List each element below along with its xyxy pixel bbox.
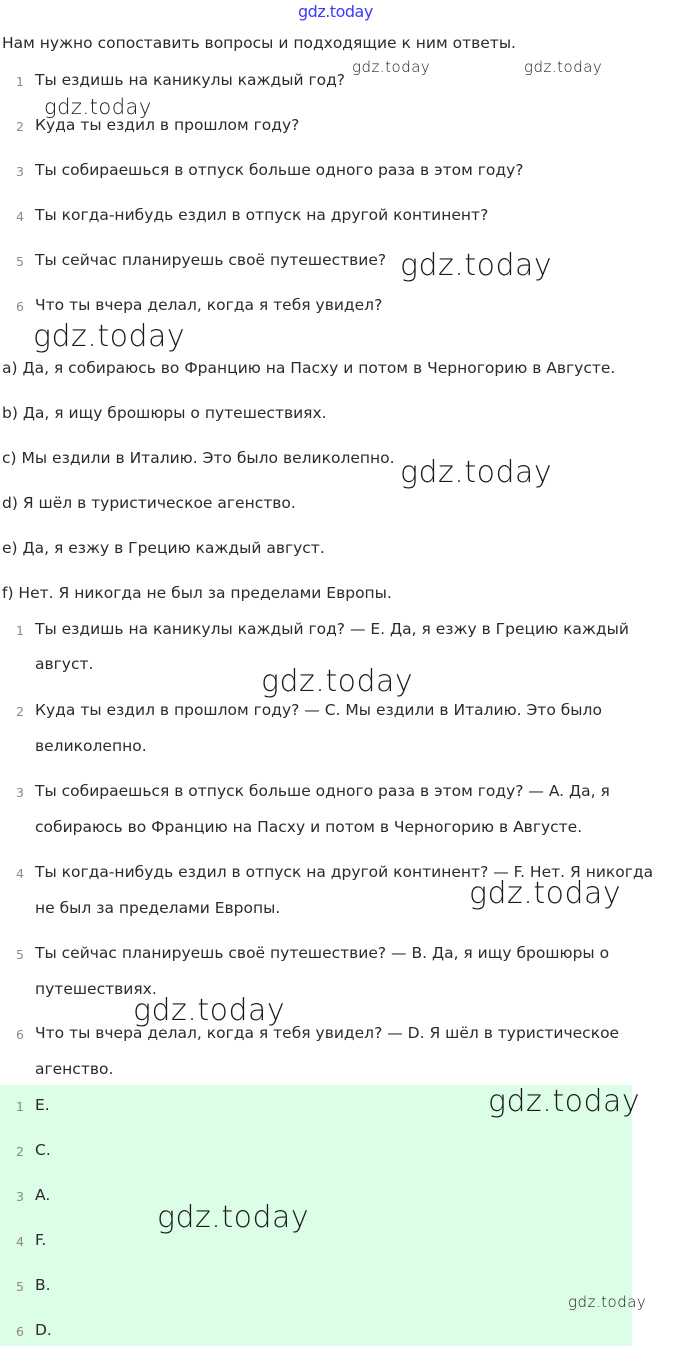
watermark: gdz.today	[157, 1200, 310, 1235]
question-number: 5	[16, 254, 24, 269]
watermark: gdz.today	[44, 95, 152, 119]
short-answer-number: 4	[16, 1234, 24, 1249]
match-line: Что ты вчера делал, когда я тебя увидел? — D. Я шёл в туристическое	[35, 1024, 620, 1042]
site-link[interactable]: gdz.today	[298, 2, 373, 21]
match-line: Куда ты ездил в прошлом году? — C. Мы ездили в Италию. Это было	[35, 701, 602, 719]
match-line: Ты собираешься в отпуск больше одного раза в этом году? — A. Да, я	[35, 782, 610, 800]
watermark: gdz.today	[133, 993, 286, 1028]
question-text: Ты сейчас планируешь своё путешествие?	[35, 251, 387, 269]
match-line: агенство.	[35, 1060, 114, 1078]
question-number: 6	[16, 299, 24, 314]
short-answer-number: 2	[16, 1144, 24, 1159]
watermark: gdz.today	[469, 876, 622, 911]
question-number: 3	[16, 164, 24, 179]
match-line: Ты сейчас планируешь своё путешествие? — B. Да, я ищу брошюры о	[35, 944, 610, 962]
answer-option: c) Мы ездили в Италию. Это было великолепно.	[2, 449, 395, 467]
watermark: gdz.today	[568, 1293, 647, 1311]
match-line: не был за пределами Европы.	[35, 899, 281, 917]
match-number: 2	[16, 704, 24, 719]
match-line: август.	[35, 655, 94, 673]
watermark: gdz.today	[33, 319, 186, 354]
match-line: Ты ездишь на каникулы каждый год? — E. Да, я езжу в Грецию каждый	[35, 620, 629, 638]
watermark: gdz.today	[352, 58, 431, 76]
watermark: gdz.today	[488, 1084, 641, 1119]
short-answer-letter: F.	[35, 1231, 47, 1249]
short-answer-number: 3	[16, 1189, 24, 1204]
watermark: gdz.today	[400, 248, 553, 283]
answer-option: e) Да, я езжу в Грецию каждый август.	[2, 539, 325, 557]
match-number: 4	[16, 866, 24, 881]
watermark: gdz.today	[261, 664, 414, 699]
match-line: Ты когда-нибудь ездил в отпуск на другой континент? — F. Нет. Я никогда	[35, 863, 654, 881]
question-text: Ты собираешься в отпуск больше одного раза в этом году?	[35, 161, 524, 179]
question-number: 2	[16, 119, 24, 134]
question-text: Куда ты ездил в прошлом году?	[35, 116, 300, 134]
question-text: Что ты вчера делал, когда я тебя увидел?	[35, 296, 383, 314]
short-answers-block	[0, 1085, 632, 1346]
intro-text: Нам нужно сопоставить вопросы и подходящие к ним ответы.	[2, 34, 516, 52]
question-number: 4	[16, 209, 24, 224]
short-answer-letter: A.	[35, 1186, 51, 1204]
short-answer-number: 1	[16, 1099, 24, 1114]
question-text: Ты когда-нибудь ездил в отпуск на другой континент?	[35, 206, 489, 224]
short-answer-letter: C.	[35, 1141, 51, 1159]
answer-option: b) Да, я ищу брошюры о путешествиях.	[2, 404, 327, 422]
short-answer-number: 6	[16, 1324, 24, 1339]
short-answer-number: 5	[16, 1279, 24, 1294]
match-number: 6	[16, 1027, 24, 1042]
match-number: 1	[16, 623, 24, 638]
match-number: 3	[16, 785, 24, 800]
match-line: собираюсь во Францию на Пасху и потом в Черногорию в Августе.	[35, 818, 583, 836]
match-number: 5	[16, 947, 24, 962]
match-line: путешествиях.	[35, 980, 157, 998]
answer-option: a) Да, я собираюсь во Францию на Пасху и потом в Черногорию в Августе.	[2, 359, 616, 377]
short-answer-letter: D.	[35, 1321, 52, 1339]
question-text: Ты ездишь на каникулы каждый год?	[35, 71, 346, 89]
watermark: gdz.today	[524, 58, 603, 76]
short-answer-letter: E.	[35, 1096, 50, 1114]
watermark: gdz.today	[400, 455, 553, 490]
answer-option: d) Я шёл в туристическое агенство.	[2, 494, 296, 512]
answer-option: f) Нет. Я никогда не был за пределами Европы.	[2, 584, 392, 602]
short-answer-letter: B.	[35, 1276, 51, 1294]
match-line: великолепно.	[35, 737, 147, 755]
question-number: 1	[16, 74, 24, 89]
